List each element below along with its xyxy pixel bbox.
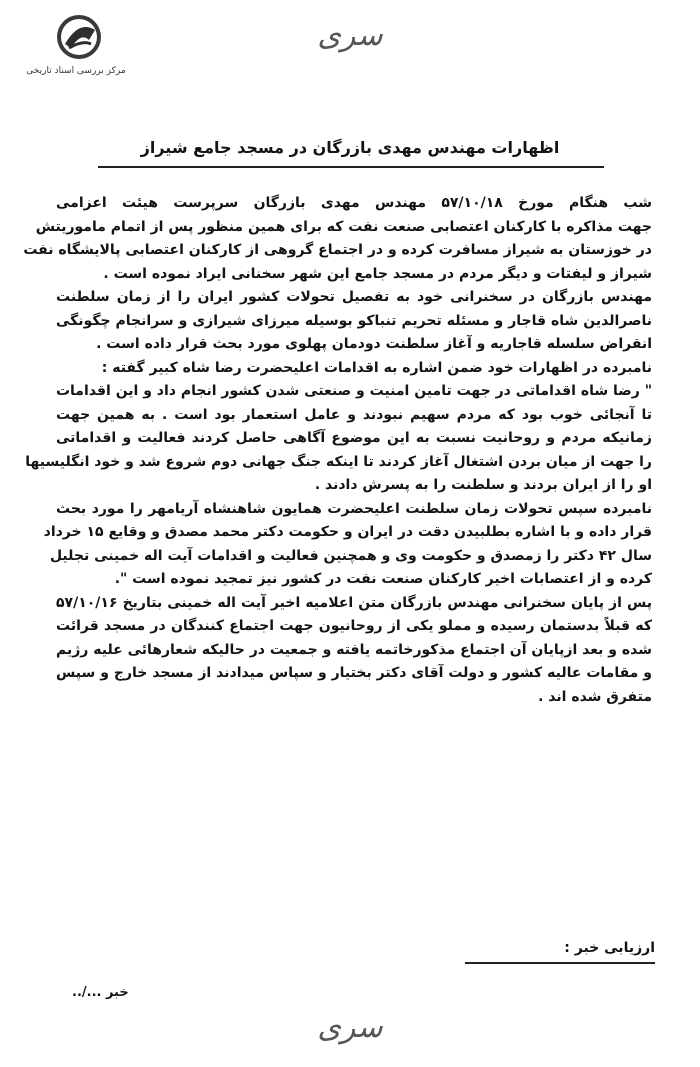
body-line: جهت مذاکره با کارکنان اعتصابی صنعت نفت که برای همین منظور پس از اتمام ماموریتش: [35, 218, 652, 235]
body-line: شب هنگام مورخ ۵۷/۱۰/۱۸ مهندس مهدی بازرگان سرپرست هیئت اعزامی: [56, 195, 652, 211]
body-line: متفرق شده اند .: [538, 688, 652, 705]
body-line: پس از پایان سخنرانی مهندس بازرگان متن اعلامیه اخیر آیت اله خمینی بتاریخ ۵۷/۱۰/۱۶: [56, 594, 652, 611]
document-body: [23, 192, 652, 709]
body-line: نامبرده سپس تحولات زمان سلطنت اعلیحضرت همایون شاهنشاه آریامهر را مورد بحث: [56, 500, 652, 517]
body-line: او را از ایران بردند و سلطنت را به پسرش دادند .: [314, 477, 652, 493]
body-line: شیراز و لیفتات و دیگر مردم در مسجد جامع این شهر سخنانی ایراد نموده است .: [103, 265, 652, 282]
document-title: اظهارات مهندس مهدی بازرگان در مسجد جامع شیراز: [140, 138, 560, 157]
body-line: ناصرالدین شاه قاجار و مسئله تحریم تنباکو بوسیله میرزای شیرازی و سرانجام چگونگی: [56, 312, 652, 329]
body-line: " رضا شاه اقداماتی در جهت تامین امنیت و صنعتی شدن کشور انجام داد و این اقدامات: [55, 383, 652, 399]
body-line: انقراض سلسله قاجاریه و آغاز سلطنت دودمان پهلوی مورد بحث قرار داده است .: [96, 336, 652, 352]
body-line: شده و بعد ازپایان آن اجتماع مذکورخاتمه یافته و جمعیت در حالیکه شعارهائی علیه رژیم: [56, 641, 652, 658]
news-evaluation-label: ارزیابی خبر :: [564, 940, 655, 956]
classification-stamp-top: سری: [317, 18, 383, 53]
body-line: کرده و از اعتصابات اخیر کارکنان صنعت نفت در کشور نیز تمجید نموده است ".: [114, 571, 652, 587]
signature-underline: [465, 962, 655, 964]
body-line: مهندس بازرگان در سخنرانی خود به تفصیل تحولات کشور ایران را از زمان سلطنت: [56, 289, 652, 305]
archive-logo-text: مرکز بررسی اسناد تاریخی: [26, 66, 126, 76]
body-line: نامبرده در اظهارات خود ضمن اشاره به اقدامات اعلیحضرت رضا شاه کبیر گفته :: [101, 359, 652, 376]
body-line: که قبلاً بدستمان رسیده و مملو یکی از روحانیون جهت اجتماع کنندگان در مسجد قرائت: [56, 618, 652, 634]
body-line: زمانیکه مردم و روحانیت نسبت به این موضوع آگاهی حاصل کردند فعالیت و اقداماتی: [56, 430, 652, 446]
title-underline: [98, 166, 604, 168]
body-line: و مقامات عالیه کشور و دولت آقای دکتر بختیار و سپاس میدادند از مسجد خارج و سپس: [56, 665, 652, 681]
body-line: قرار داده و با اشاره بطلبیدن دقت در ایران و حکومت دکتر محمد مصدق و وقایع ۱۵ خرداد: [43, 524, 652, 540]
body-line: سال ۴۲ دکتر را زمصدق و حکومت وی و همچنین فعالیت و اقدامات آیت اله خمینی تجلیل: [49, 547, 652, 564]
news-reference-code: خبر .../..: [72, 985, 129, 1000]
body-line: تا آنجائی خوب بود که مردم سهیم نبودند و عامل استعمار بود است . به همین جهت: [56, 406, 652, 423]
classification-stamp-bottom: سری: [317, 1010, 383, 1045]
body-line: در خوزستان به شیراز مسافرت کرده و در اجتماع گروهی از کارکنان اعتصابی پالایشگاه نفت: [23, 242, 652, 258]
body-line: را جهت از میان بردن اشتغال آغاز کردند تا اینکه جنگ جهانی دوم شروع شد و خود انگلیسیها: [25, 453, 652, 470]
